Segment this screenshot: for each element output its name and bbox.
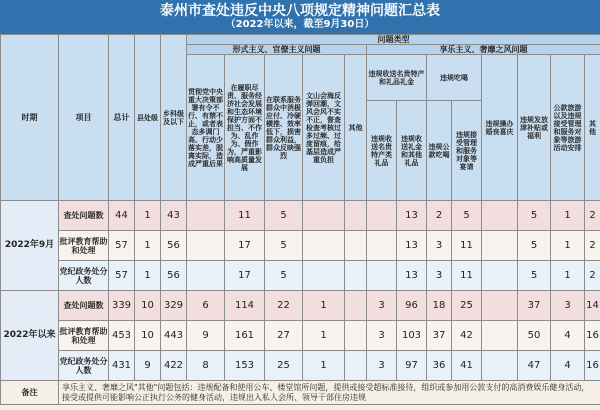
value-cell: 339 [109,291,135,321]
value-cell: 6 [187,291,225,321]
header-problem-type: 问题类型 [187,35,600,45]
value-cell: 5 [265,231,303,261]
value-cell: 443 [161,321,187,351]
value-cell: 13 [397,231,427,261]
period-cell: 2022年9月 [1,201,59,291]
header-formalism-3: 在联系服务群众中消极应付、冷硬横推、效率低下，损害群众利益，群众反映强烈 [265,55,303,201]
value-cell: 1 [551,261,585,291]
summary-table [0,34,600,405]
value-cell: 5 [265,261,303,291]
value-cell: 5 [452,201,482,231]
value-cell: 153 [225,351,265,381]
value-cell: 10 [135,321,161,351]
item-cell: 党纪政务处分人数 [59,351,109,381]
value-cell: 161 [225,321,265,351]
header-formalism-other: 其他 [345,55,367,201]
value-cell: 13 [397,201,427,231]
value-cell: 22 [265,291,303,321]
value-cell: 431 [109,351,135,381]
value-cell: 43 [161,201,187,231]
value-cell [367,231,397,261]
item-cell: 批评教育帮助和处理 [59,231,109,261]
value-cell: 13 [397,261,427,291]
value-cell [345,261,367,291]
value-cell: 16 [585,351,600,381]
table-row [1,201,600,231]
value-cell [345,321,367,351]
note-row [1,381,600,405]
value-cell [303,261,345,291]
value-cell: 103 [397,321,427,351]
header-formalism-2: 在履职尽责、服务经济社会发展和生态环境保护方面不担当、不作为、乱作为、假作为，严重影响高质量发展 [225,55,265,201]
value-cell [345,291,367,321]
note-label: 备注 [1,381,59,405]
value-cell: 1 [303,321,345,351]
value-cell: 3 [427,231,452,261]
value-cell: 37 [518,291,551,321]
value-cell [482,321,518,351]
table-row [1,231,600,261]
item-cell: 党纪政务处分人数 [59,261,109,291]
value-cell [367,261,397,291]
value-cell: 1 [551,231,585,261]
value-cell [345,351,367,381]
value-cell: 329 [161,291,187,321]
header-hedonism-other: 其他 [585,55,600,201]
value-cell [303,201,345,231]
header-dining-group: 违规吃喝 [427,55,482,101]
value-cell: 42 [452,321,482,351]
value-cell: 3 [367,291,397,321]
value-cell: 11 [452,261,482,291]
header-dining-banquet: 违规接受管理和服务对象等宴请 [452,101,482,201]
value-cell: 3 [367,321,397,351]
value-cell: 8 [187,351,225,381]
value-cell: 1 [135,261,161,291]
value-cell: 2 [585,231,600,261]
value-cell: 27 [265,321,303,351]
table-row [1,291,600,321]
value-cell [187,201,225,231]
value-cell: 1 [303,291,345,321]
header-item: 项目 [59,35,109,201]
header-county-above: 县处级 [135,35,161,201]
table-row [1,261,600,291]
value-cell [482,231,518,261]
value-cell: 4 [551,321,585,351]
value-cell: 1 [135,201,161,231]
value-cell: 2 [427,201,452,231]
header-formalism-4: 文山会海反弹回潮，文风会风不实不正，督查检查考核过多过频、过度留痕，给基层造成严重负担 [303,55,345,201]
item-cell: 查处问题数 [59,291,109,321]
value-cell [345,201,367,231]
value-cell: 11 [452,231,482,261]
value-cell: 97 [397,351,427,381]
value-cell: 96 [397,291,427,321]
value-cell: 2 [585,261,600,291]
value-cell: 4 [551,351,585,381]
header-total: 总计 [109,35,135,201]
value-cell: 5 [518,201,551,231]
value-cell: 3 [367,351,397,381]
value-cell: 57 [109,261,135,291]
header-allowances: 违规发放津补贴或福利 [518,55,551,201]
table-title: 泰州市查处违反中央八项规定精神问题汇总表 [160,3,440,19]
value-cell: 3 [427,261,452,291]
header-township-below: 乡科级及以下 [161,35,187,201]
value-cell: 47 [518,351,551,381]
header-dining-public: 违规公款吃喝 [427,101,452,201]
table-row [1,351,600,381]
value-cell [367,201,397,231]
value-cell [187,261,225,291]
value-cell: 453 [109,321,135,351]
value-cell: 37 [427,321,452,351]
value-cell: 5 [518,231,551,261]
value-cell: 1 [303,351,345,381]
value-cell: 9 [187,321,225,351]
value-cell: 17 [225,231,265,261]
value-cell: 422 [161,351,187,381]
header-gifts-group: 违规收送名贵特产和礼品礼金 [367,55,427,101]
value-cell: 2 [585,201,600,231]
value-cell: 16 [585,321,600,351]
value-cell: 1 [551,201,585,231]
value-cell [187,231,225,261]
value-cell: 14 [585,291,600,321]
value-cell: 17 [225,261,265,291]
value-cell: 5 [518,261,551,291]
table-header [1,35,600,201]
value-cell: 18 [427,291,452,321]
header-travel: 公款旅游以及违规接受管理和服务对象等旅游活动安排 [551,55,585,201]
value-cell: 36 [427,351,452,381]
value-cell: 11 [225,201,265,231]
value-cell: 25 [265,351,303,381]
value-cell [482,291,518,321]
value-cell [482,201,518,231]
table-subtitle: （2022年以来，截至9月30日） [225,19,375,30]
table-row [1,321,600,351]
header-formalism-1: 贯彻党中央重大决策部署有令不行、有禁不止，或者表态多调门高、行动少落实差，脱离实际，造成严重后果 [187,55,225,201]
header-formalism-group: 形式主义、官僚主义问题 [187,45,367,55]
note-text: 享乐主义、奢靡之风"其他"问题包括：违规配备和使用公车、楼堂馆所问题，提供或接受超标准接待，组织或参加用公款支付的高消费娱乐健身活动，接受或提供可能影响公正执行公务的健身活动，违规出入私人会所、领导干部住房违规 [59,381,600,405]
value-cell: 25 [452,291,482,321]
value-cell: 44 [109,201,135,231]
value-cell: 41 [452,351,482,381]
item-cell: 查处问题数 [59,201,109,231]
value-cell: 56 [161,261,187,291]
value-cell: 3 [551,291,585,321]
value-cell: 5 [265,201,303,231]
value-cell: 10 [135,291,161,321]
period-cell: 2022年以来 [1,291,59,381]
value-cell: 56 [161,231,187,261]
value-cell: 1 [135,231,161,261]
value-cell: 9 [135,351,161,381]
header-weddings-funerals: 违规操办婚丧喜庆 [482,55,518,201]
header-gifts-cash: 违规收送礼金和其他礼品 [397,101,427,201]
value-cell: 57 [109,231,135,261]
header-time: 时期 [1,35,59,201]
title-bar [0,0,600,34]
value-cell [482,351,518,381]
table-body [1,201,600,381]
header-gifts-specialty: 违规收送名贵特产类礼品 [367,101,397,201]
value-cell [482,261,518,291]
item-cell: 批评教育帮助和处理 [59,321,109,351]
value-cell: 114 [225,291,265,321]
value-cell [303,231,345,261]
value-cell: 50 [518,321,551,351]
value-cell [345,231,367,261]
header-hedonism-group: 享乐主义、奢靡之风问题 [367,45,600,55]
